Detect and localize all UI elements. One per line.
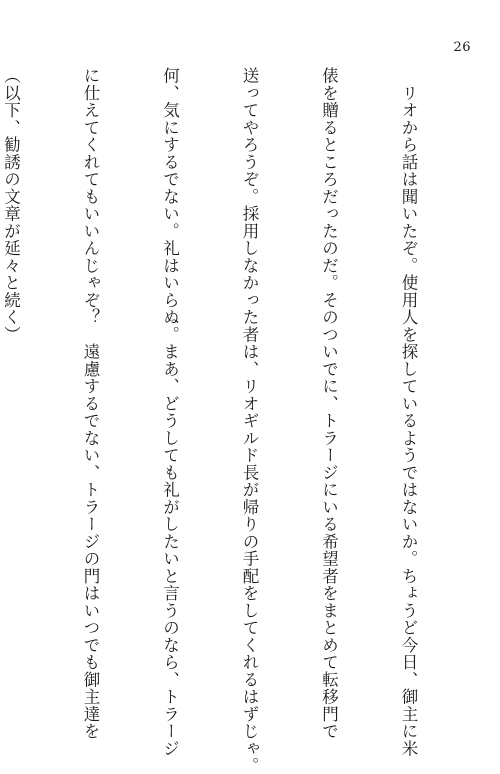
text-line: 送ってやろうぞ。採用しなかった者は、リオギルド長が帰りの手配をしてくれるはずじゃ。 — [240, 67, 259, 774]
page-number: 26 — [453, 40, 471, 55]
text-line: 俵を贈るところだったのだ。そのついでに、トラージにいる希望者をまとめて転移門で — [319, 67, 339, 740]
text-line: （以下、勧誘の文章が延々と続く） — [1, 67, 21, 343]
text-line: リオから話は聞いたぞ。使用人を探しているようではないか。ちょうど今日、御主に米 — [399, 67, 418, 757]
text-line: 何、気にするでない。礼はいらぬ。まあ、どうしても礼がしたいと言うのなら、トラージ — [160, 67, 180, 757]
text-line: に仕えてくれてもいいんじゃぞ？ 遠慮するでない、トラージの門はいつでも御主達を — [81, 67, 100, 740]
vertical-body-text — [0, 67, 474, 774]
